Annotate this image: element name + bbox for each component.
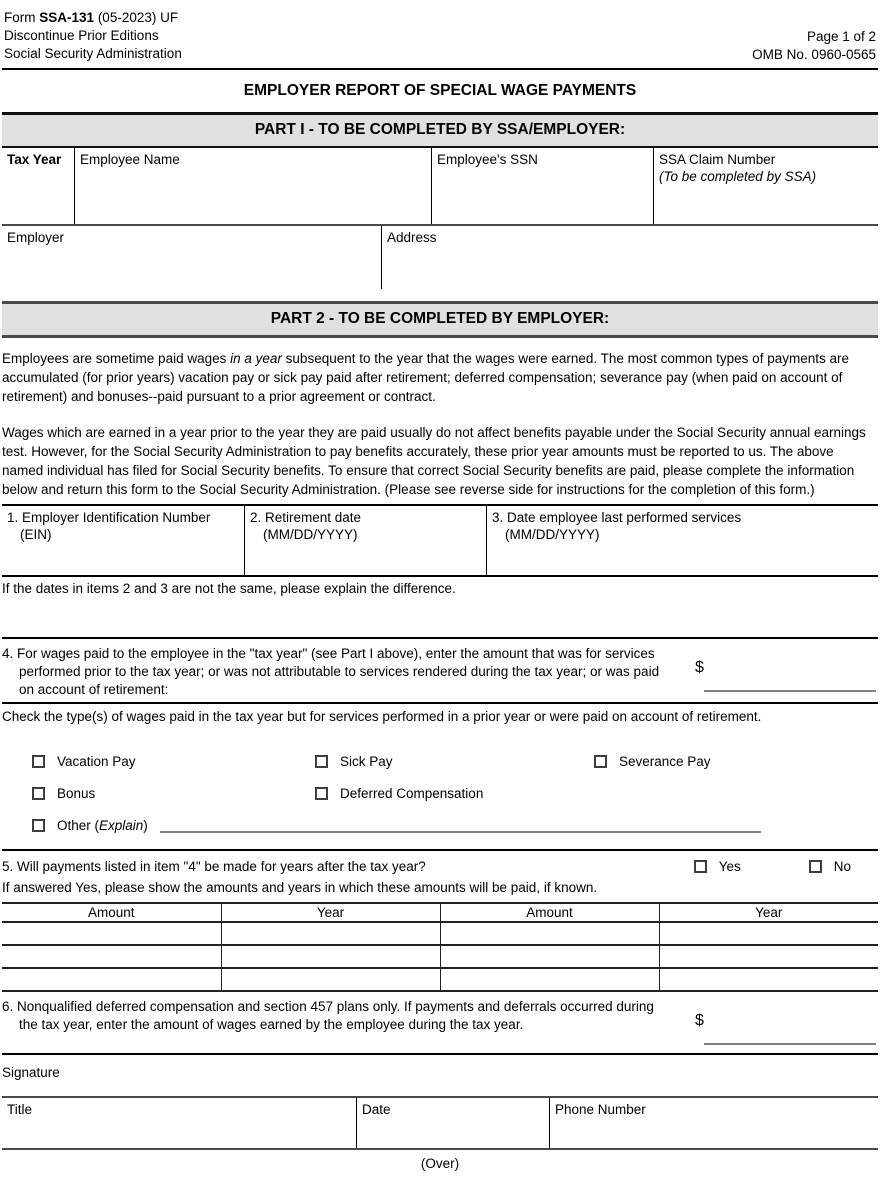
employee-ssn-field[interactable] [432, 148, 654, 224]
amount-column-header-2: Amount [440, 903, 659, 922]
item5-note: If answered Yes, please show the amounts and years in which these amounts will be paid, if known. [2, 880, 598, 895]
item6-dollar-sign: $ [695, 1012, 704, 1029]
part1-row1 [2, 148, 878, 226]
signature-field[interactable] [2, 1082, 878, 1096]
divider-above-item5 [2, 849, 878, 851]
year-cell[interactable] [659, 945, 878, 968]
item5-text: 5. Will payments listed in item "4" be made for years after the tax year? [2, 859, 426, 874]
dates-difference-explanation-field[interactable] [2, 598, 878, 637]
employee-name-label: Employee Name [80, 152, 180, 167]
yes-label: Yes [718, 859, 741, 874]
para1-text-a: Employees are sometime paid wages [2, 351, 227, 366]
severance-pay-checkbox[interactable] [594, 755, 607, 768]
ein-label: 1. Employer Identification Number [7, 510, 211, 525]
vacation-pay-checkbox[interactable] [32, 755, 45, 768]
form-header-left [4, 9, 182, 68]
other-label-b: ) [143, 817, 148, 833]
item6-amount-area [664, 998, 878, 1053]
retirement-date-field[interactable] [245, 506, 487, 575]
ein-sublabel: (EIN) [20, 527, 52, 542]
employer-label: Employer [7, 230, 65, 245]
dates-difference-note: If the dates in items 2 and 3 are not the same, please explain the difference. [2, 581, 456, 596]
divider-below-item6 [2, 1053, 878, 1055]
item6-amount-input-line[interactable] [704, 1043, 876, 1045]
amount-cell[interactable] [440, 945, 659, 968]
table-row [2, 922, 878, 945]
table-row [2, 945, 878, 968]
date-field[interactable] [357, 1098, 550, 1148]
last-services-date-label: 3. Date employee last performed services [492, 510, 742, 525]
items-1-3-row [2, 504, 878, 577]
sick-pay-option [315, 754, 594, 769]
other-label [57, 818, 148, 833]
deferred-compensation-option [315, 786, 483, 801]
year-cell[interactable] [659, 922, 878, 945]
year-cell[interactable] [221, 945, 440, 968]
no-option [809, 859, 851, 874]
vacation-pay-label: Vacation Pay [57, 753, 136, 769]
year-cell[interactable] [659, 968, 878, 991]
item4-row [2, 645, 878, 700]
date-label: Date [362, 1102, 391, 1117]
discontinue-note: Discontinue Prior Editions [4, 28, 159, 43]
item5-row [2, 857, 878, 876]
footer-row [2, 1096, 878, 1150]
year-column-header-2: Year [659, 903, 878, 922]
other-explain-input-line[interactable] [160, 818, 761, 833]
yes-checkbox[interactable] [694, 860, 707, 873]
over-note: (Over) [420, 1156, 460, 1171]
wage-type-row-3 [32, 816, 878, 834]
employer-field[interactable] [2, 226, 382, 289]
address-label: Address [387, 230, 437, 245]
amount-cell[interactable] [2, 922, 221, 945]
other-label-a: Other ( [57, 817, 100, 833]
sick-pay-label: Sick Pay [340, 753, 393, 769]
tax-year-field[interactable] [2, 148, 75, 224]
part1-row2 [2, 226, 878, 289]
form-title: EMPLOYER REPORT OF SPECIAL WAGE PAYMENTS [243, 82, 637, 99]
deferred-compensation-label: Deferred Compensation [340, 785, 484, 801]
form-edition: (05-2023) UF [97, 10, 179, 25]
item4-text: 4. For wages paid to the employee in the "tax year" (see Part I above), enter the amount that was for services performed prior to the tax year; or was not attributable to services rendered during the tax year; or was paid on account of retirement: [2, 646, 660, 697]
form-prefix: Form [4, 10, 36, 25]
bonus-checkbox[interactable] [32, 787, 45, 800]
check-types-instruction: Check the type(s) of wages paid in the tax year but for services performed in a prior year or were paid on account of retirement. [2, 709, 762, 724]
yes-option [694, 859, 741, 874]
last-services-date-format: (MM/DD/YYYY) [505, 527, 600, 542]
other-checkbox[interactable] [32, 819, 45, 832]
bonus-option [32, 786, 315, 801]
divider-below-item4 [2, 702, 878, 704]
title-field[interactable] [2, 1098, 357, 1148]
retirement-date-format: (MM/DD/YYYY) [263, 527, 358, 542]
form-header-right [752, 9, 876, 68]
vacation-pay-option [32, 754, 315, 769]
year-cell[interactable] [221, 922, 440, 945]
amount-cell[interactable] [440, 968, 659, 991]
item4-amount-area [664, 645, 878, 700]
year-column-header-1: Year [221, 903, 440, 922]
para1-text-b: subsequent to the year that the wages were earned. The most common types of payments are accumulated (for prior years) vacation pay or sick pay paid after retirement; deferred compensation; severance pay (when paid on account of retirement) and bonuses--paid pursuant to a prior agreement or contract. [2, 351, 849, 404]
address-field[interactable] [382, 226, 878, 289]
intro-paragraph-2: Wages which are earned in a year prior to the year they are paid usually do not affect benefits payable under the Social Security annual earnings test. However, for the Social Security Administration to pay benefits accurately, these prior year amounts must be reported to us. The above named individual has filed for Social Security benefits. To ensure that correct Social Security benefits are paid, please complete the information below and return this form to the Social Security Administration. (Please see reverse side for instructions for the completion of this form.) [2, 425, 866, 497]
sick-pay-checkbox[interactable] [315, 755, 328, 768]
item5-answers [694, 859, 851, 874]
tax-year-label: Tax Year [7, 152, 62, 167]
table-row [2, 968, 878, 991]
other-label-italic: Explain [99, 817, 144, 833]
form-number: SSA-131 [39, 10, 95, 25]
amount-cell[interactable] [440, 922, 659, 945]
part2-heading: PART 2 - TO BE COMPLETED BY EMPLOYER: [2, 301, 878, 338]
amount-cell[interactable] [2, 945, 221, 968]
amount-column-header-1: Amount [2, 903, 221, 922]
title-label: Title [7, 1102, 33, 1117]
wage-type-row-1 [32, 752, 878, 770]
amounts-years-table [2, 902, 878, 992]
divider-above-item4 [2, 637, 878, 639]
severance-pay-label: Severance Pay [619, 753, 711, 769]
phone-number-label: Phone Number [555, 1102, 646, 1117]
item6-row [2, 998, 878, 1053]
ssa-claim-number-note: (To be completed by SSA) [659, 169, 817, 184]
ein-field[interactable] [2, 506, 245, 575]
no-label: No [833, 859, 851, 874]
item4-amount-input-line[interactable] [704, 690, 876, 692]
amount-cell[interactable] [2, 968, 221, 991]
other-option [32, 818, 148, 833]
para1-italic: in a year [230, 351, 282, 366]
item6-text: 6. Nonqualified deferred compensation and section 457 plans only. If payments and deferrals occurred during the tax year, enter the amount of wages earned by the employee during the tax year. [2, 999, 654, 1032]
phone-number-field[interactable] [550, 1098, 878, 1148]
severance-pay-option [594, 754, 711, 769]
retirement-date-label: 2. Retirement date [250, 510, 362, 525]
employee-name-field[interactable] [75, 148, 432, 224]
amounts-table-header-row [2, 903, 878, 922]
agency-name: Social Security Administration [4, 46, 182, 61]
omb-number: OMB No. 0960-0565 [752, 47, 876, 62]
item4-dollar-sign: $ [695, 659, 704, 676]
ssa-claim-number-label: SSA Claim Number [659, 152, 776, 167]
form-number-line [4, 9, 182, 27]
form-header [2, 0, 878, 70]
wage-type-row-2 [32, 784, 878, 802]
intro-paragraph-1 [2, 349, 878, 406]
page-indicator: Page 1 of 2 [806, 29, 876, 44]
deferred-compensation-checkbox[interactable] [315, 787, 328, 800]
year-cell[interactable] [221, 968, 440, 991]
ssa-claim-number-field[interactable] [654, 148, 878, 224]
no-checkbox[interactable] [809, 860, 822, 873]
employee-ssn-label: Employee's SSN [437, 152, 538, 167]
last-services-date-field[interactable] [487, 506, 878, 575]
part1-heading: PART I - TO BE COMPLETED BY SSA/EMPLOYER: [2, 112, 878, 148]
signature-label: Signature [2, 1065, 60, 1080]
bonus-label: Bonus [57, 785, 96, 801]
